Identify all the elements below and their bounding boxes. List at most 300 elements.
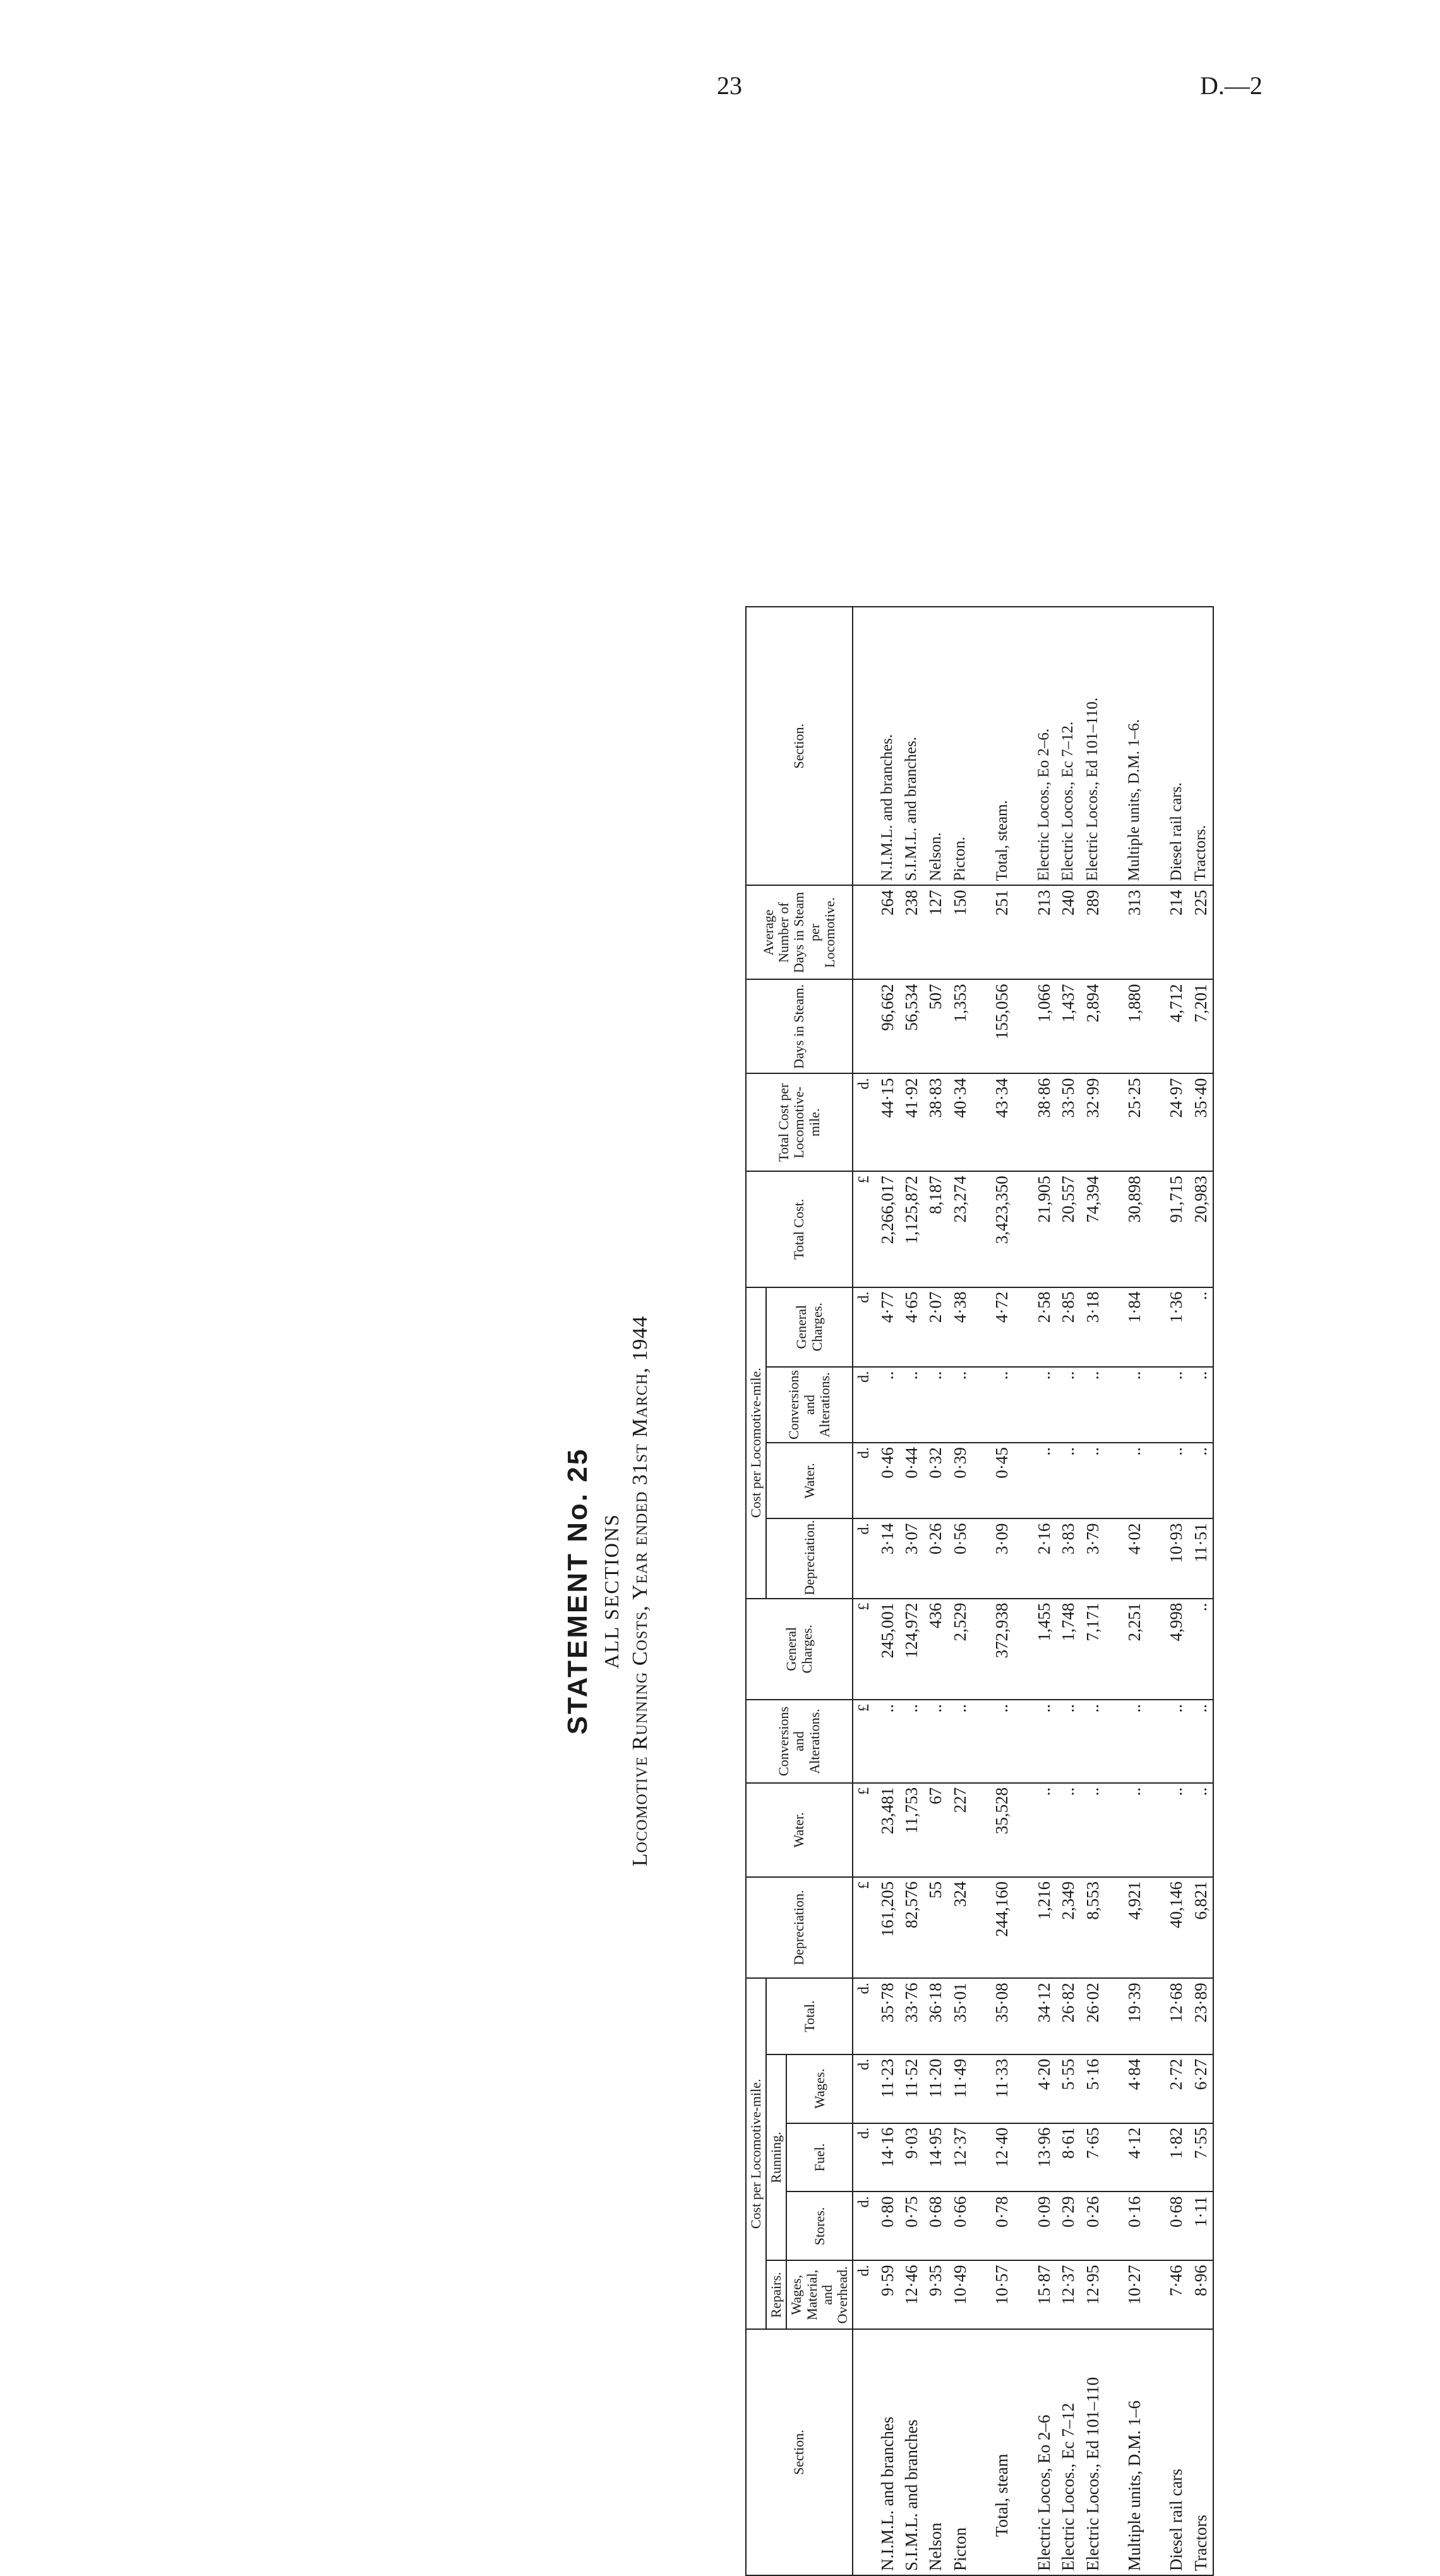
row-section-label-right: Multiple units, D.M. 1–6. [1122, 607, 1146, 885]
cell-repairs: 9·35 [923, 2260, 947, 2329]
cell-fuel: 7·65 [1081, 2123, 1105, 2192]
spacer-cell [1014, 1783, 1032, 1877]
cell-conversions: .. [948, 1700, 972, 1783]
cell-wages: 11·20 [923, 2054, 947, 2123]
spacer-cell [1014, 2191, 1032, 2260]
cell-repairs: 12·46 [899, 2260, 923, 2329]
cell-conversions: .. [875, 1700, 899, 1783]
cell-wages: 4·84 [1122, 2054, 1146, 2123]
col-depreciation: Depreciation. [746, 1877, 853, 1978]
cell-stores: 0·29 [1056, 2191, 1080, 2260]
cell-avg-days: 127 [923, 885, 947, 979]
cell-days: 155,056 [990, 979, 1014, 1073]
spacer-cell [972, 1877, 990, 1978]
row-section-label: N.I.M.L. and branches [875, 2329, 899, 2575]
unit-cell: d. [853, 1518, 875, 1598]
cell-water: .. [1081, 1783, 1105, 1877]
spacer-cell [1146, 2260, 1164, 2329]
unit-cell: d. [853, 2123, 875, 2192]
spacer-cell [1105, 1877, 1122, 1978]
col-section: Section. [746, 2329, 853, 2575]
cell-depreciation: 8,553 [1081, 1877, 1105, 1978]
cell-gen-d: 1·84 [1122, 1287, 1146, 1367]
cell-water: 67 [923, 1783, 947, 1877]
units-row [853, 607, 875, 2575]
units-blank [853, 885, 875, 979]
col-cost-per-loco-mile: Cost per Locomotive-mile. [746, 1978, 766, 2329]
cell-repairs: 12·37 [1056, 2260, 1080, 2329]
cell-depreciation: 2,349 [1056, 1877, 1080, 1978]
title-block [562, 606, 652, 2576]
spacer-cell [1146, 885, 1164, 979]
unit-cell: d. [853, 1287, 875, 1367]
cell-fuel: 12·37 [948, 2123, 972, 2192]
cell-days: 1,066 [1032, 979, 1056, 1073]
cell-depreciation: 55 [923, 1877, 947, 1978]
spacer-cell [1014, 979, 1032, 1073]
cell-total-cost: 2,266,017 [875, 1171, 899, 1287]
spacer-cell [972, 1783, 990, 1877]
unit-cell: d. [853, 2191, 875, 2260]
spacer-cell [1105, 1073, 1122, 1171]
spacer-cell [972, 979, 990, 1073]
cell-days: 4,712 [1164, 979, 1188, 1073]
cell-stores: 0·09 [1032, 2191, 1056, 2260]
unit-cell: £ [853, 1783, 875, 1877]
spacer-cell [972, 2260, 990, 2329]
col-conversions: Conversions and Alterations. [746, 1700, 853, 1783]
spacer-cell [1146, 1367, 1164, 1443]
cell-fuel: 9·03 [899, 2123, 923, 2192]
cell-dep-d: 0·56 [948, 1518, 972, 1598]
spacer-cell [1105, 1171, 1122, 1287]
spacer-cell [1146, 1518, 1164, 1598]
cell-general: 436 [923, 1599, 947, 1700]
cell-water: 23,481 [875, 1783, 899, 1877]
table-row [990, 607, 1014, 2575]
spacer-cell [972, 1073, 990, 1171]
row-section-label: Nelson [923, 2329, 947, 2575]
cell-avg-days: 240 [1056, 885, 1080, 979]
cell-cost-per-mile: 44·15 [875, 1073, 899, 1171]
table-row [1122, 607, 1146, 2575]
cell-water: 35,528 [990, 1783, 1014, 1877]
col-repairs-sub: Wages, Material, and Overhead. [786, 2260, 853, 2329]
spacer-cell [1105, 2123, 1122, 2192]
col-running: Running. [766, 2054, 786, 2261]
cell-cost-per-mile: 35·40 [1189, 1073, 1213, 1171]
cell-depreciation: 161,205 [875, 1877, 899, 1978]
cell-water: .. [1122, 1783, 1146, 1877]
spacer-cell [1146, 2329, 1164, 2575]
unit-cell: d. [853, 1073, 875, 1171]
spacer-cell [1014, 1171, 1032, 1287]
row-section-label: S.I.M.L. and branches [899, 2329, 923, 2575]
cell-fuel: 1·82 [1164, 2123, 1188, 2192]
spacer-cell [1105, 607, 1122, 885]
row-spacer [1105, 607, 1122, 2575]
row-section-label: Electric Locos, Eo 2–6 [1032, 2329, 1056, 2575]
spacer-cell [1105, 1443, 1122, 1518]
spacer-cell [972, 1287, 990, 1367]
spacer-cell [972, 607, 990, 885]
cell-water-d: 0·44 [899, 1443, 923, 1518]
units-blank [853, 2329, 875, 2575]
cell-days: 2,894 [1081, 979, 1105, 1073]
cell-dep-d: 2·16 [1032, 1518, 1056, 1598]
cell-fuel: 12·40 [990, 2123, 1014, 2192]
cell-general: 372,938 [990, 1599, 1014, 1700]
statement-subtitle: ALL SECTIONS [600, 1513, 623, 1669]
cell-general: 1,455 [1032, 1599, 1056, 1700]
cell-cost-per-mile: 40·34 [948, 1073, 972, 1171]
row-section-label-right: Total, steam. [990, 607, 1014, 885]
spacer-cell [1105, 2329, 1122, 2575]
cell-stores: 0·75 [899, 2191, 923, 2260]
cell-cost-per-mile: 25·25 [1122, 1073, 1146, 1171]
cell-gen-d: 4·38 [948, 1287, 972, 1367]
cell-wages: 11·52 [899, 2054, 923, 2123]
spacer-cell [1014, 1443, 1032, 1518]
cell-cost-per-mile: 43·34 [990, 1073, 1014, 1171]
col-total-cost-per-mile: Total Cost per Locomotive-mile. [746, 1073, 853, 1171]
cell-general: 124,972 [899, 1599, 923, 1700]
cell-total: 33·76 [899, 1978, 923, 2054]
spacer-cell [972, 885, 990, 979]
cell-total: 23·89 [1189, 1978, 1213, 2054]
cell-depreciation: 324 [948, 1877, 972, 1978]
cell-conv-d: .. [1164, 1367, 1188, 1443]
spacer-cell [1105, 1367, 1122, 1443]
cell-days: 1,880 [1122, 979, 1146, 1073]
cell-avg-days: 264 [875, 885, 899, 979]
spacer-cell [1014, 1978, 1032, 2054]
table-row [875, 607, 899, 2575]
cell-cost-per-mile: 38·83 [923, 1073, 947, 1171]
cell-water-d: .. [1056, 1443, 1080, 1518]
cell-fuel: 13·96 [1032, 2123, 1056, 2192]
cell-stores: 0·66 [948, 2191, 972, 2260]
cell-conv-d: .. [1032, 1367, 1056, 1443]
spacer-cell [972, 1518, 990, 1598]
spacer-cell [1146, 1171, 1164, 1287]
row-section-label-right: Tractors. [1189, 607, 1213, 885]
cell-total: 35·78 [875, 1978, 899, 2054]
cell-depreciation: 4,921 [1122, 1877, 1146, 1978]
cell-total-cost: 21,905 [1032, 1171, 1056, 1287]
spacer-cell [1105, 2191, 1122, 2260]
cell-repairs: 7·46 [1164, 2260, 1188, 2329]
cell-conv-d: .. [1081, 1367, 1105, 1443]
spacer-cell [1146, 1443, 1164, 1518]
cell-conversions: .. [1032, 1700, 1056, 1783]
cell-avg-days: 214 [1164, 885, 1188, 979]
spacer-cell [1146, 979, 1164, 1073]
cell-dep-d: 3·14 [875, 1518, 899, 1598]
cell-dep-d: 3·83 [1056, 1518, 1080, 1598]
spacer-cell [972, 2123, 990, 2192]
cell-stores: 0·26 [1081, 2191, 1105, 2260]
cell-repairs: 12·95 [1081, 2260, 1105, 2329]
cell-cost-per-mile: 38·86 [1032, 1073, 1056, 1171]
cell-depreciation: 6,821 [1189, 1877, 1213, 1978]
cell-water-d: 0·32 [923, 1443, 947, 1518]
cell-water: .. [1189, 1783, 1213, 1877]
spacer-cell [1014, 1518, 1032, 1598]
row-spacer [1146, 607, 1164, 2575]
cell-depreciation: 40,146 [1164, 1877, 1188, 1978]
spacer-cell [1014, 1073, 1032, 1171]
unit-cell: £ [853, 1877, 875, 1978]
units-blank [853, 607, 875, 885]
row-section-label: Electric Locos., Ec 7–12 [1056, 2329, 1080, 2575]
spacer-cell [1105, 1287, 1122, 1367]
cell-wages: 11·49 [948, 2054, 972, 2123]
cell-avg-days: 313 [1122, 885, 1146, 979]
col-total-cost: Total Cost. [746, 1171, 853, 1287]
cell-water: 11,753 [899, 1783, 923, 1877]
spacer-cell [1105, 1599, 1122, 1700]
table-row [923, 607, 947, 2575]
cell-avg-days: 213 [1032, 885, 1056, 979]
cell-avg-days: 238 [899, 885, 923, 979]
unit-cell: d. [853, 1367, 875, 1443]
col-general-charges-d: General Charges. [766, 1287, 853, 1367]
spacer-cell [972, 1367, 990, 1443]
table-body [853, 607, 1213, 2575]
cell-conv-d: .. [990, 1367, 1014, 1443]
cell-total: 26·02 [1081, 1978, 1105, 2054]
cell-conv-d: .. [1189, 1367, 1213, 1443]
cell-dep-d: 10·93 [1164, 1518, 1188, 1598]
row-section-label: Electric Locos., Ed 101–110 [1081, 2329, 1105, 2575]
unit-cell: £ [853, 1171, 875, 1287]
row-section-label: Multiple units, D.M. 1–6 [1122, 2329, 1146, 2575]
spacer-cell [1014, 1877, 1032, 1978]
unit-cell: d. [853, 1978, 875, 2054]
spacer-cell [1146, 2191, 1164, 2260]
units-blank [853, 979, 875, 1073]
cell-total-cost: 20,983 [1189, 1171, 1213, 1287]
cell-dep-d: 11·51 [1189, 1518, 1213, 1598]
cell-days: 1,353 [948, 979, 972, 1073]
cell-conv-d: .. [948, 1367, 972, 1443]
row-section-label-right: Electric Locos., Eo 2–6. [1032, 607, 1056, 885]
cell-conv-d: .. [923, 1367, 947, 1443]
spacer-cell [1014, 2329, 1032, 2575]
statement-title: STATEMENT No. 25 [562, 1447, 593, 1735]
cell-total-cost: 3,423,350 [990, 1171, 1014, 1287]
cell-repairs: 8·96 [1189, 2260, 1213, 2329]
cell-fuel: 8·61 [1056, 2123, 1080, 2192]
cell-depreciation: 244,160 [990, 1877, 1014, 1978]
cell-water-d: .. [1189, 1443, 1213, 1518]
spacer-cell [1014, 2054, 1032, 2123]
cell-water: .. [1164, 1783, 1188, 1877]
table-row [948, 607, 972, 2575]
spacer-cell [1105, 1700, 1122, 1783]
cell-conv-d: .. [875, 1367, 899, 1443]
unit-cell: d. [853, 1443, 875, 1518]
cell-dep-d: 4·02 [1122, 1518, 1146, 1598]
cell-water: .. [1056, 1783, 1080, 1877]
cell-general: 2,251 [1122, 1599, 1146, 1700]
row-spacer [1014, 607, 1032, 2575]
cell-fuel: 7·55 [1189, 2123, 1213, 2192]
spacer-cell [1105, 1518, 1122, 1598]
cell-conversions: .. [923, 1700, 947, 1783]
cell-stores: 0·68 [923, 2191, 947, 2260]
cell-gen-d: 1·36 [1164, 1287, 1188, 1367]
unit-cell: d. [853, 2260, 875, 2329]
col-stores: Stores. [786, 2191, 853, 2260]
col-water: Water. [746, 1783, 853, 1877]
cell-fuel: 14·95 [923, 2123, 947, 2192]
cell-wages: 11·33 [990, 2054, 1014, 2123]
cell-conversions: .. [899, 1700, 923, 1783]
col-section-right: Section. [746, 607, 853, 885]
spacer-cell [972, 2191, 990, 2260]
cell-gen-d: 2·85 [1056, 1287, 1080, 1367]
cell-dep-d: 3·07 [899, 1518, 923, 1598]
spacer-cell [1014, 1599, 1032, 1700]
cell-wages: 2·72 [1164, 2054, 1188, 2123]
spacer-cell [1105, 885, 1122, 979]
table-row [1164, 607, 1188, 2575]
cell-stores: 0·80 [875, 2191, 899, 2260]
spacer-cell [1105, 2054, 1122, 2123]
cell-conversions: .. [1056, 1700, 1080, 1783]
cell-conv-d: .. [899, 1367, 923, 1443]
cell-stores: 0·16 [1122, 2191, 1146, 2260]
spacer-cell [972, 1443, 990, 1518]
cell-total: 34·12 [1032, 1978, 1056, 2054]
page-number: 23 [717, 71, 742, 100]
spacer-cell [1014, 1287, 1032, 1367]
cell-conversions: .. [1081, 1700, 1105, 1783]
spacer-cell [1146, 607, 1164, 885]
spacer-cell [1146, 1700, 1164, 1783]
cell-stores: 0·68 [1164, 2191, 1188, 2260]
cell-general: 245,001 [875, 1599, 899, 1700]
row-section-label-right: Electric Locos., Ec 7–12. [1056, 607, 1080, 885]
cell-total: 35·01 [948, 1978, 972, 2054]
row-section-label: Picton [948, 2329, 972, 2575]
unit-cell: £ [853, 1599, 875, 1700]
cell-water-d: 0·39 [948, 1443, 972, 1518]
row-spacer [972, 607, 990, 2575]
cell-water-d: .. [1122, 1443, 1146, 1518]
col-general-charges: General Charges. [746, 1599, 853, 1700]
cell-general: 1,748 [1056, 1599, 1080, 1700]
row-section-label-right: Electric Locos., Ed 101–110. [1081, 607, 1105, 885]
spacer-cell [1146, 1877, 1164, 1978]
row-section-label: Diesel rail cars [1164, 2329, 1188, 2575]
cell-dep-d: 3·09 [990, 1518, 1014, 1598]
cell-water: 227 [948, 1783, 972, 1877]
row-section-label-right: N.I.M.L. and branches. [875, 607, 899, 885]
spacer-cell [972, 1700, 990, 1783]
table-row [1081, 607, 1105, 2575]
row-section-label-right: Diesel rail cars. [1164, 607, 1188, 885]
cell-stores: 1·11 [1189, 2191, 1213, 2260]
spacer-cell [1146, 1978, 1164, 2054]
cell-conversions: .. [990, 1700, 1014, 1783]
col-total: Total. [766, 1978, 853, 2054]
spacer-cell [1014, 2260, 1032, 2329]
cell-wages: 5·16 [1081, 2054, 1105, 2123]
cell-conversions: .. [1189, 1700, 1213, 1783]
table-row [1189, 607, 1213, 2575]
cell-avg-days: 225 [1189, 885, 1213, 979]
cell-wages: 4·20 [1032, 2054, 1056, 2123]
document-reference: D.—2 [1200, 71, 1263, 100]
spacer-cell [1105, 1978, 1122, 2054]
col-cost-per-loco-mile-2: Cost per Locomotive-mile. [746, 1287, 766, 1599]
cell-total-cost: 20,557 [1056, 1171, 1080, 1287]
spacer-cell [1014, 607, 1032, 885]
cell-conv-d: .. [1056, 1367, 1080, 1443]
cell-repairs: 10·57 [990, 2260, 1014, 2329]
spacer-cell [1146, 1073, 1164, 1171]
cell-general: 2,529 [948, 1599, 972, 1700]
unit-cell: d. [853, 2054, 875, 2123]
spacer-cell [1014, 2123, 1032, 2192]
spacer-cell [1105, 1783, 1122, 1877]
cell-days: 56,534 [899, 979, 923, 1073]
col-repairs: Repairs. [766, 2260, 786, 2329]
cell-total-cost: 30,898 [1122, 1171, 1146, 1287]
table-header [746, 607, 853, 2575]
cell-depreciation: 82,576 [899, 1877, 923, 1978]
cell-conv-d: .. [1122, 1367, 1146, 1443]
cell-depreciation: 1,216 [1032, 1877, 1056, 1978]
cell-fuel: 4·12 [1122, 2123, 1146, 2192]
row-section-label: Total, steam [990, 2329, 1014, 2575]
col-fuel: Fuel. [786, 2123, 853, 2192]
spacer-cell [1105, 979, 1122, 1073]
col-wages: Wages. [786, 2054, 853, 2123]
cell-general: 4,998 [1164, 1599, 1188, 1700]
cell-gen-d: .. [1189, 1287, 1213, 1367]
cell-gen-d: 2·07 [923, 1287, 947, 1367]
row-section-label: Tractors [1189, 2329, 1213, 2575]
row-section-label-right: Picton. [948, 607, 972, 885]
spacer-cell [1146, 1599, 1164, 1700]
cell-water: .. [1032, 1783, 1056, 1877]
cell-days: 507 [923, 979, 947, 1073]
cell-avg-days: 150 [948, 885, 972, 979]
cell-dep-d: 3·79 [1081, 1518, 1105, 1598]
cell-cost-per-mile: 33·50 [1056, 1073, 1080, 1171]
col-water-d: Water. [766, 1443, 853, 1518]
cell-total-cost: 8,187 [923, 1171, 947, 1287]
cell-gen-d: 4·65 [899, 1287, 923, 1367]
spacer-cell [972, 2329, 990, 2575]
cell-total: 19·39 [1122, 1978, 1146, 2054]
cell-wages: 11·23 [875, 2054, 899, 2123]
spacer-cell [1014, 1700, 1032, 1783]
cell-days: 96,662 [875, 979, 899, 1073]
cell-conversions: .. [1122, 1700, 1146, 1783]
cell-repairs: 9·59 [875, 2260, 899, 2329]
table-row [899, 607, 923, 2575]
running-costs-table [745, 606, 1214, 2576]
col-days-in-steam: Days in Steam. [746, 979, 853, 1073]
cell-total: 35·08 [990, 1978, 1014, 2054]
spacer-cell [972, 1171, 990, 1287]
spacer-cell [1146, 2054, 1164, 2123]
